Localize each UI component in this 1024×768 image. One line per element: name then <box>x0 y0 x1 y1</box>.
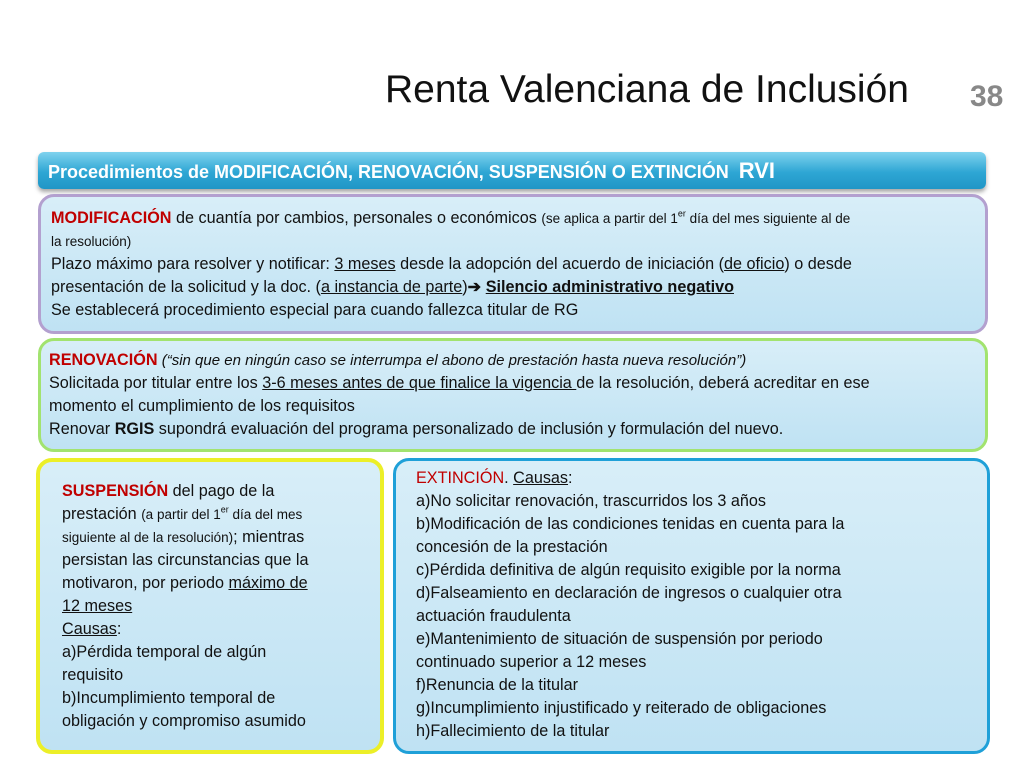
modificacion-note-sup: er <box>677 208 686 219</box>
banner-tag: RVI <box>738 158 776 183</box>
extincion-item: h)Fallecimiento de la titular <box>416 722 610 740</box>
extincion-heading: EXTINCIÓN <box>416 469 505 487</box>
ren-rgis: RGIS <box>114 420 155 438</box>
arrow-right-icon: ➔ <box>467 278 482 296</box>
extincion-box <box>393 458 990 754</box>
extincion-item: concesión de la prestación <box>416 538 608 556</box>
suspension-l1: del pago de la <box>168 482 275 500</box>
ren-a: Renovar <box>49 420 115 438</box>
suspension-heading: SUSPENSIÓN <box>62 482 169 500</box>
slide-title: Renta Valenciana de Inclusión <box>385 68 909 111</box>
suspension-l2sup: er <box>220 504 229 515</box>
pres-b: ) <box>462 278 468 296</box>
sol-plazo: 3-6 meses antes de que finalice la vigencia <box>262 374 577 392</box>
suspension-b1: b)Incumplimiento temporal de <box>62 689 276 707</box>
suspension-line-2 <box>62 503 364 526</box>
extincion-item: actuación fraudulenta <box>416 607 571 625</box>
suspension-l6: 12 meses <box>62 597 133 615</box>
modificacion-note-b: día del mes siguiente al de <box>685 211 851 226</box>
plazo-c: ) o desde <box>784 255 852 273</box>
extincion-dot: . <box>504 469 514 487</box>
silencio-administrativo: Silencio administrativo negativo <box>485 278 734 296</box>
banner-text: Procedimientos de MODIFICACIÓN, RENOVACIÓN, SUSPENSIÓN O EXTINCIÓN <box>48 162 729 182</box>
section-banner <box>38 152 986 189</box>
extincion-item: a)No solicitar renovación, trascurridos los 3 años <box>416 492 766 510</box>
renovacion-line-1 <box>49 349 973 372</box>
suspension-causas-line <box>62 618 364 641</box>
modificacion-note-a: (se aplica a partir del 1 <box>541 211 678 226</box>
modificacion-especial: Se establecerá procedimiento especial para cuando fallezca titular de RG <box>51 301 579 319</box>
suspension-line-1 <box>62 480 364 503</box>
suspension-line-5 <box>62 572 364 595</box>
extincion-item: e)Mantenimiento de situación de suspensión por periodo <box>416 630 823 648</box>
renovacion-quote: (“sin que en ningún caso se interrumpa el abono de prestación hasta nueva resolución”) <box>157 352 747 369</box>
extincion-item: f)Renuncia de la titular <box>416 676 578 694</box>
suspension-l4: persistan las circunstancias que la <box>62 551 309 569</box>
modificacion-plazo-line <box>51 253 973 276</box>
modificacion-box <box>38 194 988 334</box>
suspension-causas: Causas <box>62 620 117 638</box>
modificacion-lead: de cuantía por cambios, personales o económicos <box>171 209 542 227</box>
sol-b: de la resolución, deberá acreditar en ese <box>576 374 870 392</box>
suspension-l2c: día del mes <box>228 507 303 522</box>
suspension-a2: requisito <box>62 666 124 684</box>
modificacion-note-c: la resolución) <box>51 234 132 249</box>
suspension-l2a: prestación <box>62 505 142 523</box>
suspension-line-3 <box>62 526 364 549</box>
suspension-l3a: siguiente al de la resolución) <box>62 530 234 545</box>
extincion-item: continuado superior a 12 meses <box>416 653 647 671</box>
modificacion-line-1 <box>51 207 973 230</box>
plazo-meses: 3 meses <box>334 255 396 273</box>
page-number: 38 <box>970 80 1004 113</box>
extincion-item: b)Modificación de las condiciones tenidas en cuenta para la <box>416 515 845 533</box>
suspension-l2b: (a partir del 1 <box>141 507 221 522</box>
extincion-item: d)Falseamiento en declaración de ingresos o cualquier otra <box>416 584 842 602</box>
modificacion-presentacion-line <box>51 276 973 299</box>
sol-a: Solicitada por titular entre los <box>49 374 263 392</box>
suspension-l5a: motivaron, por periodo <box>62 574 229 592</box>
ren-c: supondrá evaluación del programa personalizado de inclusión y formulación del nuevo. <box>154 420 784 438</box>
plazo-oficio: de oficio <box>724 255 785 273</box>
renovacion-rgis-line <box>49 418 973 441</box>
suspension-colon: : <box>116 620 122 638</box>
pres-instancia: a instancia de parte <box>320 278 463 296</box>
extincion-colon: : <box>568 469 573 487</box>
suspension-box <box>36 458 384 754</box>
modificacion-heading: MODIFICACIÓN <box>51 209 172 227</box>
extincion-line-1 <box>416 467 977 490</box>
plazo-b: desde la adopción del acuerdo de iniciación ( <box>395 255 725 273</box>
renovacion-box <box>38 338 988 452</box>
suspension-l3b: ; mientras <box>233 528 305 546</box>
suspension-l5u: máximo de <box>228 574 308 592</box>
extincion-item: g)Incumplimiento injustificado y reiterado de obligaciones <box>416 699 827 717</box>
renovacion-solicitada-line <box>49 372 973 395</box>
plazo-a: Plazo máximo para resolver y notificar: <box>51 255 335 273</box>
suspension-b2: obligación y compromiso asumido <box>62 712 306 730</box>
renovacion-requisitos: momento el cumplimiento de los requisitos <box>49 397 355 415</box>
pres-a: presentación de la solicitud y la doc. ( <box>51 278 321 296</box>
suspension-a1: a)Pérdida temporal de algún <box>62 643 267 661</box>
extincion-causas: Causas <box>513 469 569 487</box>
extincion-item: c)Pérdida definitiva de algún requisito exigible por la norma <box>416 561 841 579</box>
renovacion-heading: RENOVACIÓN <box>49 351 158 369</box>
